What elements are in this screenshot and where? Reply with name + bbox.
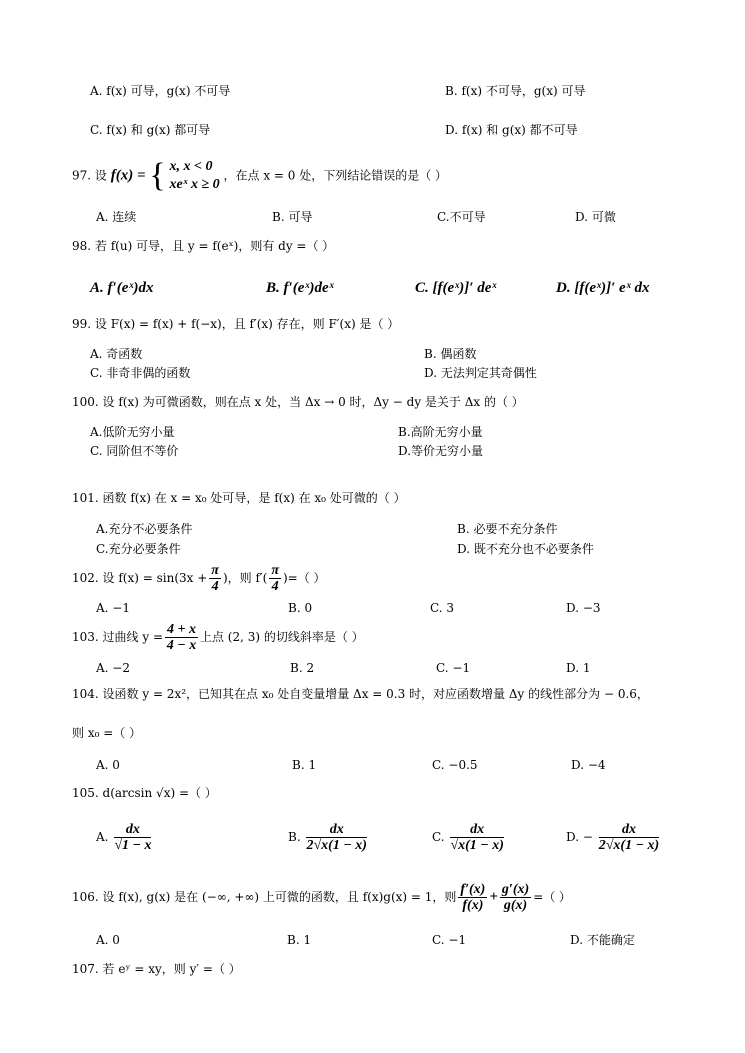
q102-option-c: C. 3 — [430, 601, 455, 615]
q106-f2-num: g′(x) — [501, 882, 530, 897]
q105-label-a: A. — [96, 830, 109, 844]
q98-option-b: B. f′(eˣ)deˣ — [266, 280, 334, 296]
q97-option-a: A. 连续 — [96, 210, 137, 224]
q103-fraction — [165, 622, 198, 653]
q105-label-c: C. — [432, 830, 445, 844]
q104-option-d: D. −4 — [571, 758, 606, 772]
q102-option-a: A. −1 — [96, 601, 130, 615]
q105-label-b: B. — [288, 830, 301, 844]
q102-frac2-den: 4 — [271, 579, 279, 594]
q107-stem: 107. 若 eʸ = xy，则 y′ =（ ） — [72, 962, 241, 976]
q102-prefix: 102. 设 f(x) = sin(3x + — [72, 571, 208, 585]
q101-option-a: A.充分不必要条件 — [96, 522, 193, 536]
q104-option-a: A. 0 — [96, 758, 120, 772]
q98-option-a: A. f′(eˣ)dx — [90, 280, 154, 296]
q97-suffix: ，在点 x = 0 处，下列结论错误的是（ ） — [223, 168, 448, 183]
q106-option-c: C. −1 — [432, 933, 467, 947]
q105-den-a: √1 − x — [114, 838, 152, 853]
q105-num-b: dx — [306, 822, 367, 838]
q106-fraction-2 — [500, 882, 531, 913]
q97-option-b: B. 可导 — [272, 210, 313, 224]
q100-option-c: C. 同阶但不等价 — [90, 444, 179, 458]
q101-option-d: D. 既不充分也不必要条件 — [457, 542, 594, 556]
q103-option-a: A. −2 — [96, 661, 130, 675]
q105-option-d — [566, 822, 661, 853]
q101-stem: 101. 函数 f(x) 在 x = x₀ 处可导，是 f(x) 在 x₀ 处可微的（ ） — [72, 491, 406, 505]
q101-option-b: B. 必要不充分条件 — [457, 522, 558, 536]
q105-fraction-a — [114, 822, 151, 853]
q103-stem — [72, 622, 364, 653]
q97-prefix: 97. 设 — [72, 168, 107, 183]
q96-option-c: C. f(x) 和 g(x) 都可导 — [90, 123, 211, 137]
q97-option-c: C.不可导 — [437, 210, 486, 224]
q101-option-c: C.充分必要条件 — [96, 542, 181, 556]
q98-option-c: C. [f(eˣ)]′ deˣ — [415, 280, 497, 296]
q104-option-c: C. −0.5 — [432, 758, 478, 772]
q103-prefix: 103. 过曲线 y = — [72, 630, 163, 644]
q105-den-b: 2√x(1 − x) — [306, 838, 367, 853]
q105-num-c: dx — [450, 822, 504, 838]
q97-option-d: D. 可微 — [575, 210, 616, 224]
q104-stem: 104. 设函数 y = 2x²，已知其在点 x₀ 处自变量增量 Δx = 0.3 时，对应函数增量 Δy 的线性部分为 − 0.6， — [72, 687, 649, 701]
q97-func: f(x) = — [110, 167, 146, 184]
q102-option-d: D. −3 — [566, 601, 601, 615]
q97-cases — [170, 158, 220, 194]
q106-f1-num: f′(x) — [460, 882, 486, 897]
q106-f2-den: g(x) — [503, 898, 528, 913]
q102-frac-den: 4 — [211, 579, 219, 594]
q105-num-d: dx — [599, 822, 660, 838]
q106-fraction-1 — [458, 882, 487, 913]
q104-stem-2: 则 x₀ =（ ） — [72, 726, 142, 740]
q102-fraction — [209, 563, 221, 594]
q102-suffix: )=（ ） — [282, 571, 326, 585]
q103-option-d: D. 1 — [566, 661, 591, 675]
q105-label-d: D. − — [566, 830, 593, 844]
q106-suffix: =（ ） — [533, 890, 572, 904]
q106-stem — [72, 882, 571, 913]
q105-fraction-c — [450, 822, 504, 853]
q105-num-a: dx — [114, 822, 151, 838]
q100-option-a: A.低阶无穷小量 — [90, 425, 175, 439]
q105-den-c: √x(1 − x) — [450, 838, 504, 853]
q100-option-d: D.等价无穷小量 — [398, 444, 484, 458]
q105-fraction-b — [306, 822, 367, 853]
q103-option-c: C. −1 — [436, 661, 471, 675]
q102-stem — [72, 563, 326, 594]
q99-stem: 99. 设 F(x) = f(x) + f(−x)，且 f′(x) 存在，则 F′(x) 是（ ） — [72, 317, 400, 331]
q106-option-a: A. 0 — [96, 933, 120, 947]
q96-option-d: D. f(x) 和 g(x) 都不可导 — [445, 123, 578, 137]
q105-fraction-d — [599, 822, 660, 853]
q98-stem: 98. 若 f(u) 可导，且 y = f(eˣ)，则有 dy =（ ） — [72, 239, 335, 253]
q106-option-b: B. 1 — [287, 933, 312, 947]
q106-f1-den: f(x) — [462, 898, 484, 913]
q104-option-b: B. 1 — [292, 758, 317, 772]
q99-option-d: D. 无法判定其奇偶性 — [424, 366, 537, 380]
q97-case-2: xeˣ x ≥ 0 — [169, 177, 220, 192]
q100-option-b: B.高阶无穷小量 — [398, 425, 483, 439]
q96-option-b: B. f(x) 不可导，g(x) 可导 — [445, 84, 586, 98]
q106-option-d: D. 不能确定 — [570, 933, 635, 947]
q96-option-a: A. f(x) 可导，g(x) 不可导 — [90, 84, 231, 98]
q102-frac-num: π — [211, 563, 219, 578]
q97-brace: { — [149, 157, 166, 194]
q106-prefix: 106. 设 f(x), g(x) 是在 (−∞, +∞) 上可微的函数，且 f(x)g(x) = 1，则 — [72, 890, 457, 904]
q103-frac-num: 4 + x — [167, 622, 196, 637]
q97-stem — [72, 158, 447, 194]
q105-option-a — [96, 822, 153, 853]
q100-stem: 100. 设 f(x) 为可微函数，则在点 x 处，当 Δx → 0 时，Δy − dy 是关于 Δx 的（ ） — [72, 395, 524, 409]
q102-fraction-2 — [269, 563, 281, 594]
q98-option-d: D. [f(eˣ)]′ eˣ dx — [556, 280, 650, 296]
q106-plus: + — [489, 889, 498, 905]
q102-mid: )，则 f′( — [222, 571, 268, 585]
q99-option-c: C. 非奇非偶的函数 — [90, 366, 191, 380]
q103-frac-den: 4 − x — [166, 638, 197, 653]
q103-option-b: B. 2 — [290, 661, 315, 675]
q102-frac2-num: π — [271, 563, 279, 578]
q99-option-a: A. 奇函数 — [90, 347, 143, 361]
q105-stem: 105. d(arcsin √x) =（ ） — [72, 786, 217, 800]
q102-option-b: B. 0 — [288, 601, 313, 615]
q105-option-b — [288, 822, 369, 853]
q103-suffix: 上点 (2, 3) 的切线斜率是（ ） — [199, 630, 364, 644]
q105-option-c — [432, 822, 506, 853]
q99-option-b: B. 偶函数 — [424, 347, 477, 361]
q105-den-d: 2√x(1 − x) — [598, 838, 660, 853]
q97-case-1: x, x < 0 — [169, 159, 213, 174]
